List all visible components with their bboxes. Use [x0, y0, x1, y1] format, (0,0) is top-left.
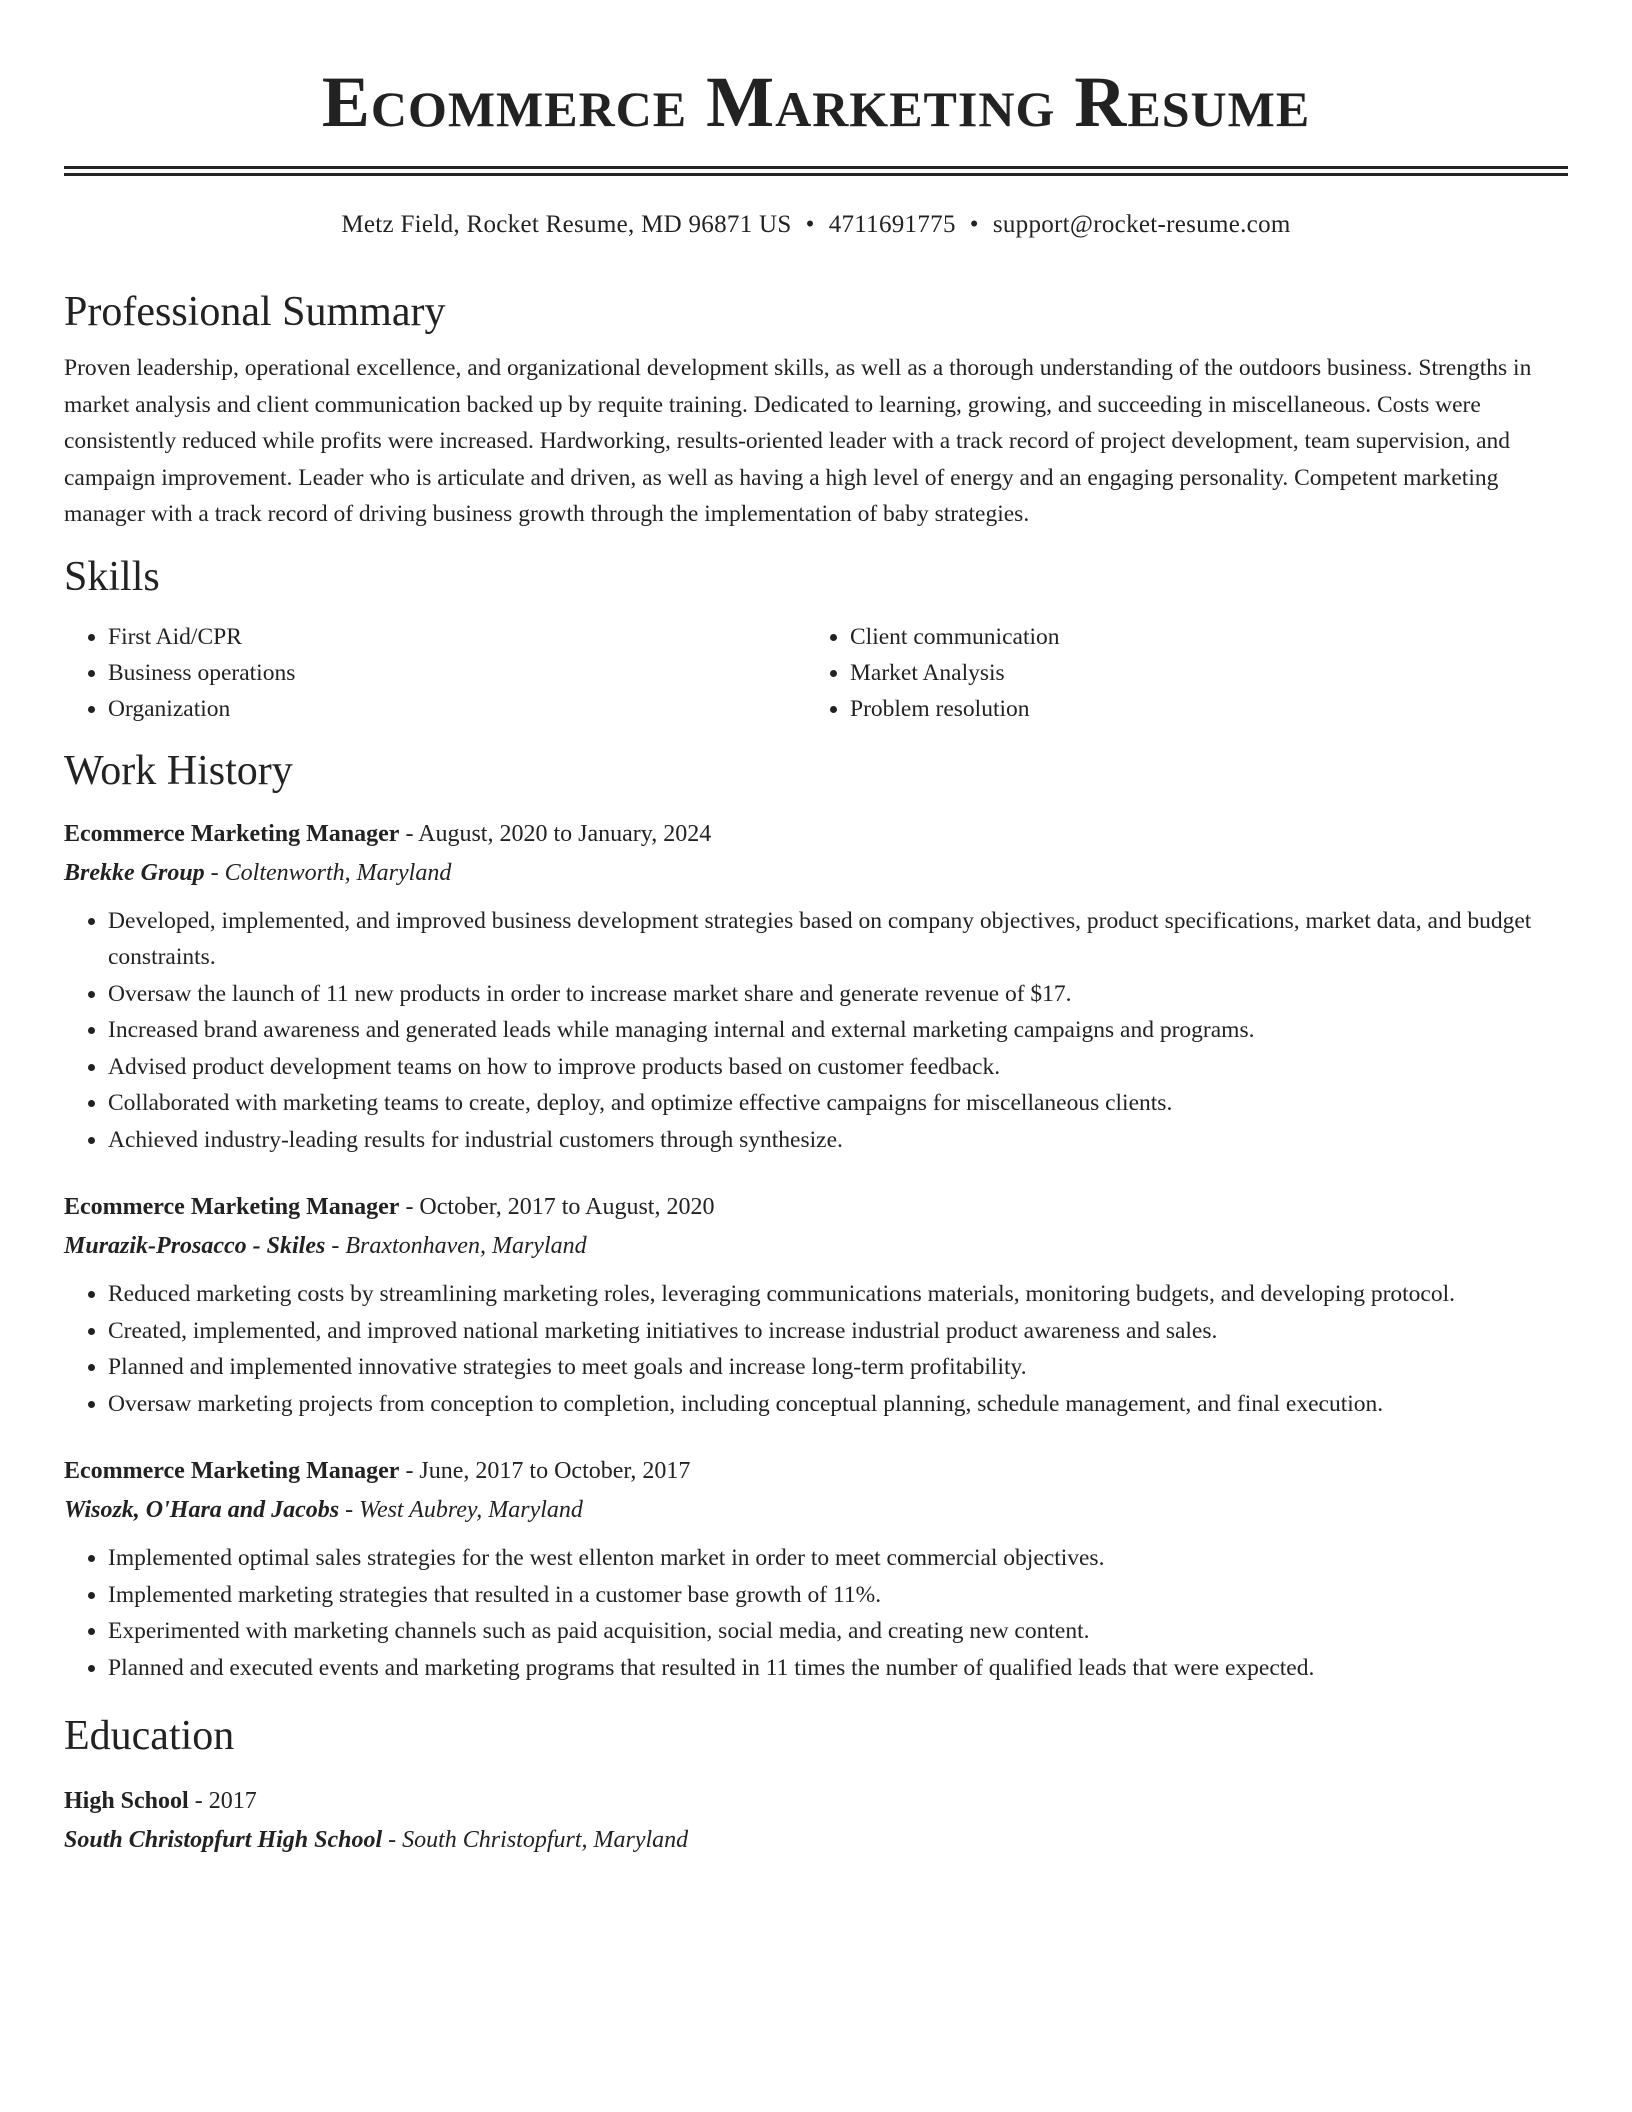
- job-bullet: • Oversaw marketing projects from conception to completion, including conceptual planning, schedule management, and final execution.: [108, 1386, 1568, 1423]
- contact-separator: •: [969, 211, 979, 238]
- job-bullet: • Planned and implemented innovative strategies to meet goals and increase long-term profitability.: [108, 1349, 1568, 1386]
- job-bullet: • Implemented optimal sales strategies for the west ellenton market in order to meet commercial objectives.: [108, 1540, 1568, 1577]
- job-location: - Coltenworth, Maryland: [204, 859, 452, 886]
- contact-address: Metz Field, Rocket Resume, MD 96871 US: [341, 211, 792, 238]
- contact-email: support@rocket-resume.com: [992, 211, 1291, 238]
- job-bullet: • Developed, implemented, and improved business development strategies based on company objectives, product specifications, market data, and budget constraints.: [108, 903, 1568, 976]
- job-entry: [64, 1452, 1568, 1686]
- summary-text: Proven leadership, operational excellence, and organizational development skills, as well as a thorough understanding of the outdoors business. Strengths in market analysis and client communication backed up by requite training. Dedicated to learning, growing, and succeeding in miscellaneous. Costs were consistently reduced while profits were increased. Hardworking, results-oriented leader with a track record of project development, team supervision, and campaign improvement. Leader who is articulate and driven, as well as having a high level of energy and an engaging personality. Competent marketing manager with a track record of driving business growth through the implementation of baby strategies.: [64, 355, 1532, 527]
- education-school: South Christopfurt High School: [64, 1827, 383, 1853]
- job-bullet: • Planned and executed events and marketing programs that resulted in 11 times the number of qualified leads that were expected.: [108, 1650, 1568, 1687]
- skill-item: • Problem resolution: [850, 691, 1548, 727]
- job-bullets: [64, 1276, 1568, 1422]
- contact-phone: 4711691775: [828, 211, 956, 238]
- education-location: - South Christopfurt, Maryland: [382, 1827, 689, 1853]
- job-location: - Braxtonhaven, Maryland: [325, 1233, 587, 1259]
- contact-separator: •: [805, 211, 815, 238]
- job-company: Murazik-Prosacco - Skiles: [64, 1233, 326, 1259]
- education-heading: Education: [64, 1713, 235, 1759]
- job-company-line: [64, 1490, 1568, 1530]
- skills-column-left: [64, 619, 806, 727]
- job-entry: [64, 1188, 1568, 1422]
- education-entry: [64, 1782, 1568, 1860]
- job-title-line: [64, 1188, 1568, 1226]
- job-bullets: [64, 1540, 1568, 1686]
- job-bullet: • Achieved industry-leading results for industrial customers through synthesize.: [108, 1122, 1568, 1159]
- job-company-line: [64, 1226, 1568, 1266]
- summary-heading: Professional Summary: [64, 289, 446, 335]
- job-title: Ecommerce Marketing Manager: [64, 1458, 400, 1484]
- job-dates: - October, 2017 to August, 2020: [399, 1194, 715, 1220]
- job-title: Ecommerce Marketing Manager: [64, 820, 400, 847]
- job-title: Ecommerce Marketing Manager: [64, 1194, 400, 1220]
- education-year: - 2017: [188, 1788, 257, 1814]
- job-dates: - June, 2017 to October, 2017: [399, 1458, 691, 1484]
- job-entry: [64, 815, 1568, 1159]
- education-degree-line: [64, 1782, 1568, 1820]
- job-bullet: • Created, implemented, and improved national marketing initiatives to increase industrial product awareness and sales.: [108, 1313, 1568, 1350]
- skill-item: • First Aid/CPR: [108, 619, 806, 655]
- job-bullet: • Reduced marketing costs by streamlining marketing roles, leveraging communications materials, monitoring budgets, and developing protocol.: [108, 1276, 1568, 1313]
- job-bullet: • Collaborated with marketing teams to create, deploy, and optimize effective campaigns for miscellaneous clients.: [108, 1085, 1568, 1122]
- job-company: Wisozk, O'Hara and Jacobs: [64, 1497, 340, 1523]
- title-divider: [64, 166, 1568, 176]
- skills-column-right: [806, 619, 1548, 727]
- skills-heading: Skills: [64, 553, 160, 600]
- job-company-line: [64, 853, 1568, 893]
- skill-item: • Business operations: [108, 655, 806, 691]
- resume-page: [64, 0, 1568, 1860]
- job-bullet: • Advised product development teams on how to improve products based on customer feedback.: [108, 1049, 1568, 1086]
- skill-item: • Organization: [108, 691, 806, 727]
- education-school-line: [64, 1820, 1568, 1860]
- job-title-line: [64, 1452, 1568, 1490]
- job-bullets: [64, 903, 1568, 1159]
- resume-title: Ecommerce Marketing Resume: [321, 62, 1311, 142]
- job-bullet: • Implemented marketing strategies that resulted in a customer base growth of 11%.: [108, 1577, 1568, 1614]
- job-bullet: • Experimented with marketing channels such as paid acquisition, social media, and creating new content.: [108, 1613, 1568, 1650]
- job-title-line: [64, 815, 1568, 853]
- skill-item: • Client communication: [850, 619, 1548, 655]
- work-history-heading: Work History: [64, 747, 293, 794]
- job-location: - West Aubrey, Maryland: [339, 1497, 583, 1523]
- job-dates: - August, 2020 to January, 2024: [399, 820, 712, 847]
- skill-item: • Market Analysis: [850, 655, 1548, 691]
- job-bullet: • Oversaw the launch of 11 new products in order to increase market share and generate revenue of $17.: [108, 976, 1568, 1013]
- job-bullet: • Increased brand awareness and generated leads while managing internal and external marketing campaigns and programs.: [108, 1012, 1568, 1049]
- contact-line: [64, 210, 1568, 240]
- education-degree: High School: [64, 1788, 189, 1814]
- job-company: Brekke Group: [64, 859, 205, 886]
- skills-list: [64, 619, 1568, 727]
